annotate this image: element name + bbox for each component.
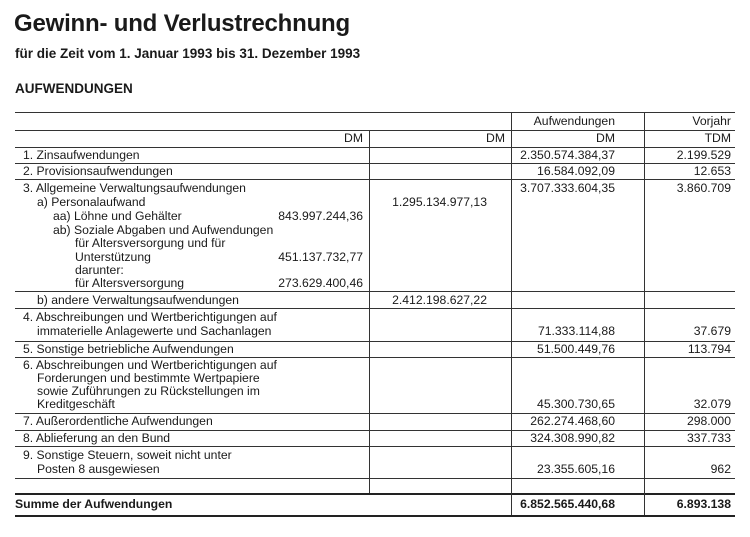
- header-col4-unit: TDM: [704, 131, 731, 145]
- total-value-current: 6.852.565.440,68: [520, 497, 615, 511]
- row-value-current: 23.355.605,16: [537, 462, 615, 476]
- row-value-current: 3.707.333.604,35: [520, 181, 615, 195]
- row-label: 1. Zinsaufwendungen: [23, 148, 140, 162]
- col-divider-3: [644, 112, 645, 515]
- row-sub-label: a) Personalaufwand: [37, 195, 146, 209]
- row-sub-value: 273.629.400,46: [278, 276, 363, 290]
- row-sub-label: ab) Soziale Abgaben und Aufwendungen: [53, 223, 274, 237]
- rule-r3b: [15, 308, 735, 309]
- row-label: Kreditgeschäft: [37, 397, 115, 411]
- row-sub-label: aa) Löhne und Gehälter: [53, 209, 182, 223]
- rule-top: [15, 112, 735, 113]
- page-subtitle: für die Zeit vom 1. Januar 1993 bis 31. Dezember 1993: [15, 46, 361, 61]
- header-vorjahr: Vorjahr: [692, 114, 731, 128]
- row-label: 2. Provisionsaufwendungen: [23, 164, 173, 178]
- row-sub-value: 1.295.134.977,13: [392, 195, 487, 209]
- row-value-prior: 32.079: [693, 397, 731, 411]
- row-value-current: 2.350.574.384,37: [520, 148, 615, 162]
- row-label: sowie Zuführungen zu Rückstellungen im: [37, 384, 260, 398]
- col-divider-1: [369, 130, 370, 493]
- rule-r9: [15, 478, 735, 479]
- row-sub-label: b) andere Verwaltungsaufwendungen: [37, 293, 239, 307]
- row-value-prior: 337.733: [686, 431, 731, 445]
- header-col3-unit: DM: [596, 131, 615, 145]
- row-value-current: 16.584.092,09: [537, 164, 615, 178]
- row-label: 5. Sonstige betriebliche Aufwendungen: [23, 342, 234, 356]
- row-value-prior: 113.794: [687, 342, 731, 356]
- section-heading: AUFWENDUNGEN: [15, 81, 133, 96]
- total-value-prior: 6.893.138: [676, 497, 731, 511]
- row-label: 7. Außerordentliche Aufwendungen: [23, 414, 213, 428]
- row-value-prior: 962: [710, 462, 731, 476]
- rule-r3a: [15, 291, 735, 292]
- row-value-current: 71.333.114,88: [537, 324, 615, 338]
- rule-r8: [15, 446, 735, 447]
- col-divider-2: [511, 112, 512, 515]
- row-label: 9. Sonstige Steuern, soweit nicht unter: [23, 448, 232, 462]
- row-label: Posten 8 ausgewiesen: [37, 462, 160, 476]
- rule-total-top: [15, 493, 735, 495]
- row-sub-value: 2.412.198.627,22: [392, 293, 487, 307]
- row-sub-label: für Altersversorgung: [75, 276, 185, 290]
- row-label: Forderungen und bestimmte Wertpapiere: [37, 371, 260, 385]
- row-value-current: 324.308.990,82: [530, 431, 615, 445]
- row-label: 3. Allgemeine Verwaltungsaufwendungen: [23, 181, 246, 195]
- row-sub-label: Unterstützung: [75, 250, 151, 264]
- row-sub-value: 451.137.732,77: [278, 250, 363, 264]
- header-aufwendungen: Aufwendungen: [533, 114, 615, 128]
- row-value-prior: 298.000: [686, 414, 731, 428]
- row-value-current: 45.300.730,65: [537, 397, 615, 411]
- header-col2-unit: DM: [486, 131, 505, 145]
- row-label: 6. Abschreibungen und Wertberichtigungen auf: [23, 358, 277, 372]
- row-sub-value: 843.997.244,36: [278, 209, 363, 223]
- row-value-prior: 2.199.529: [676, 148, 731, 162]
- total-label: Summe der Aufwendungen: [15, 497, 173, 511]
- header-col1-unit: DM: [344, 131, 363, 145]
- rule-total-bottom: [15, 515, 735, 517]
- page-title: Gewinn- und Verlustrechnung: [14, 10, 350, 37]
- row-label: immaterielle Anlagewerte und Sachanlagen: [37, 324, 272, 338]
- row-value-current: 262.274.468,60: [530, 414, 615, 428]
- rule-r2: [15, 179, 735, 180]
- row-label: 4. Abschreibungen und Wertberichtigungen auf: [23, 310, 277, 324]
- row-value-current: 51.500.449,76: [537, 342, 615, 356]
- row-value-prior: 3.860.709: [676, 181, 731, 195]
- row-label: 8. Ablieferung an den Bund: [23, 431, 171, 445]
- row-value-prior: 37.679: [693, 324, 731, 338]
- row-value-prior: 12.653: [693, 164, 731, 178]
- row-sub-label: für Altersversorgung und für: [75, 236, 226, 250]
- row-sub-label: darunter:: [75, 263, 124, 277]
